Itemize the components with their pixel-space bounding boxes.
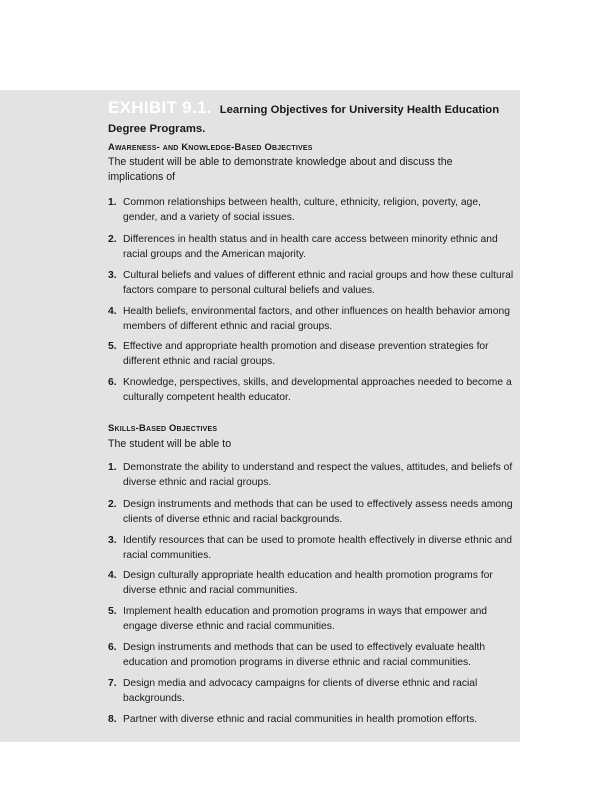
exhibit-title-text: Learning Objectives for University Health Education Degree Programs. xyxy=(108,104,500,135)
item-number: 8. xyxy=(108,714,117,725)
item-text: Differences in health status and in health care access between minority ethnic and racial groups and the American majority. xyxy=(123,234,498,260)
item-number: 3. xyxy=(108,270,117,281)
skills-intro: The student will be able to xyxy=(108,438,232,450)
exhibit-label: EXHIBIT 9.1. xyxy=(108,98,212,117)
item-number: 4. xyxy=(108,306,117,317)
item-text: Design culturally appropriate health education and health promotion programs for diverse ethnic and racial communities. xyxy=(123,570,493,596)
awareness-item-5 xyxy=(108,339,516,369)
item-text: Health beliefs, environmental factors, and other influences on health behavior among members of different ethnic and racial groups. xyxy=(123,306,510,332)
exhibit-title xyxy=(108,99,508,138)
awareness-heading: Awareness- and Knowledge-Based Objectives xyxy=(108,141,313,152)
skills-item-3 xyxy=(108,533,516,563)
skills-item-7 xyxy=(108,676,516,706)
item-number: 3. xyxy=(108,535,117,546)
awareness-item-2 xyxy=(108,232,516,262)
item-text: Common relationships between health, culture, ethnicity, religion, poverty, age, gender, and a variety of social issues. xyxy=(123,197,481,223)
item-number: 2. xyxy=(108,234,117,245)
item-text: Design instruments and methods that can be used to effectively assess needs among clients of diverse ethnic and racial backgrounds. xyxy=(123,499,513,525)
item-number: 5. xyxy=(108,341,117,352)
item-number: 2. xyxy=(108,499,117,510)
awareness-item-1 xyxy=(108,195,516,225)
awareness-item-4 xyxy=(108,304,516,334)
item-number: 7. xyxy=(108,678,117,689)
awareness-item-3 xyxy=(108,268,516,298)
item-text: Demonstrate the ability to understand and respect the values, attitudes, and beliefs of diverse ethnic and racial groups. xyxy=(123,462,513,488)
item-number: 1. xyxy=(108,462,117,473)
skills-item-4 xyxy=(108,568,516,598)
item-text: Knowledge, perspectives, skills, and developmental approaches needed to become a culturally competent health educator. xyxy=(123,377,512,403)
item-text: Effective and appropriate health promotion and disease prevention strategies for different ethnic and racial groups. xyxy=(123,341,489,367)
item-number: 6. xyxy=(108,377,117,388)
item-text: Partner with diverse ethnic and racial communities in health promotion efforts. xyxy=(123,714,478,725)
skills-item-1 xyxy=(108,460,516,490)
item-text: Implement health education and promotion programs in ways that empower and engage diverse ethnic and racial communities. xyxy=(123,606,488,632)
item-text: Cultural beliefs and values of different ethnic and racial groups and how these cultural factors compare to personal cultural beliefs and values. xyxy=(123,270,514,296)
awareness-intro: The student will be able to demonstrate knowledge about and discuss the implications of xyxy=(108,156,453,183)
item-number: 1. xyxy=(108,197,117,208)
item-text: Design media and advocacy campaigns for clients of diverse ethnic and racial backgrounds. xyxy=(123,678,478,704)
item-number: 6. xyxy=(108,642,117,653)
skills-item-6 xyxy=(108,640,516,670)
item-number: 5. xyxy=(108,606,117,617)
item-number: 4. xyxy=(108,570,117,581)
item-text: Design instruments and methods that can be used to effectively evaluate health education and promotion programs in diverse ethnic and racial communities. xyxy=(123,642,486,668)
skills-heading: Skills-Based Objectives xyxy=(108,422,218,433)
skills-item-5 xyxy=(108,604,516,634)
skills-item-8 xyxy=(108,712,516,727)
awareness-item-6 xyxy=(108,375,516,405)
skills-item-2 xyxy=(108,497,516,527)
item-text: Identify resources that can be used to promote health effectively in diverse ethnic and racial communities. xyxy=(123,535,513,561)
